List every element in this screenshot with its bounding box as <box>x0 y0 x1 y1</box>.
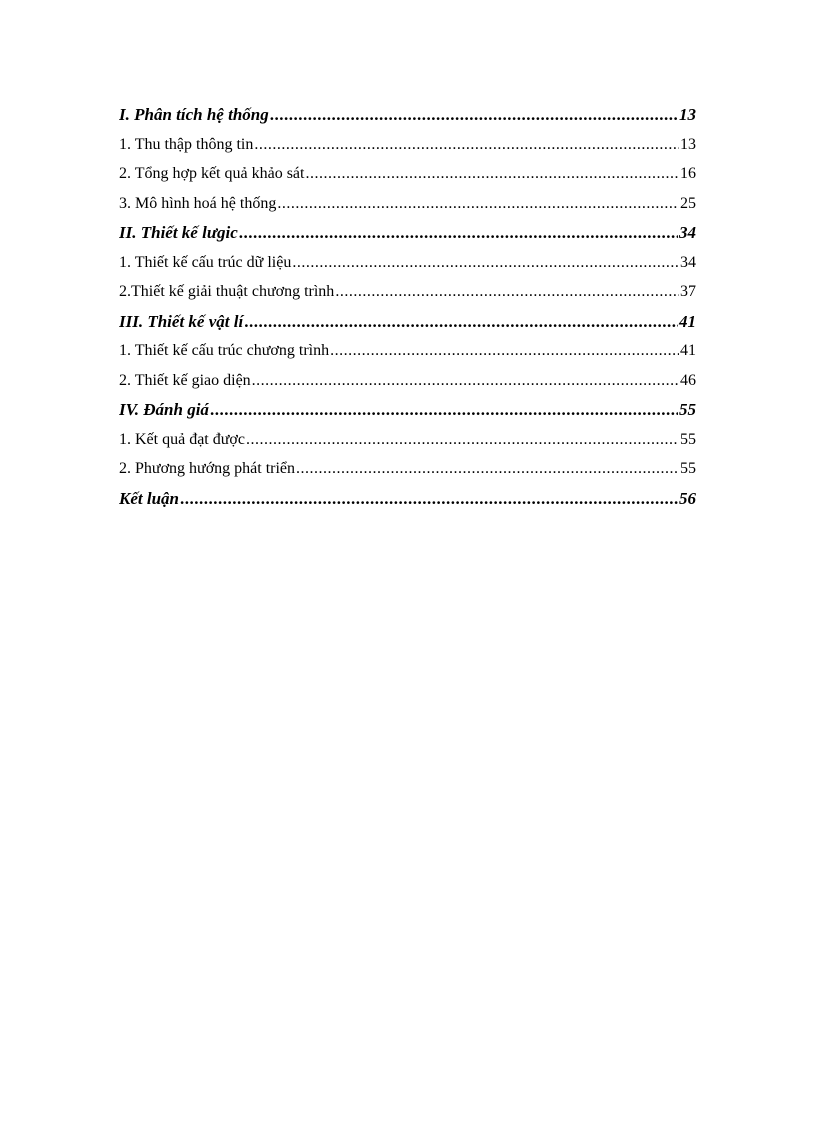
toc-entry <box>119 277 696 307</box>
toc-entry-title: Kết luận <box>119 488 179 508</box>
toc-entry-page: 41 <box>679 311 696 331</box>
toc-entry <box>119 366 696 396</box>
toc-dot-leader <box>277 189 679 219</box>
toc-entry-title: 1. Thiết kế cấu trúc chương trình <box>119 342 330 359</box>
toc-entry-page: 13 <box>680 135 696 153</box>
toc-dot-leader <box>254 130 679 160</box>
toc-entry-title: III. Thiết kế vật lí <box>119 311 244 331</box>
toc-dot-leader <box>252 366 679 396</box>
toc-entry-title: II. Thiết kế lưgic <box>119 223 238 242</box>
toc-entry-title: 2. Phương hướng phát triển <box>119 460 296 477</box>
toc-entry-page: 56 <box>679 488 696 508</box>
toc-entry <box>119 336 696 366</box>
toc-entry-page: 13 <box>679 105 696 124</box>
toc-dot-leader <box>210 395 678 425</box>
toc-entry-page: 55 <box>680 460 696 477</box>
toc-entry <box>119 218 696 248</box>
toc-entry <box>119 159 696 189</box>
toc-dot-leader <box>270 100 678 130</box>
toc-entry <box>119 454 696 484</box>
toc-entry <box>119 395 696 425</box>
toc-dot-leader <box>305 159 679 189</box>
toc-entry <box>119 189 696 219</box>
toc-entry-page: 55 <box>679 400 696 419</box>
toc-dot-leader <box>246 425 679 455</box>
toc-dot-leader <box>292 248 679 278</box>
toc-dot-leader <box>330 336 679 366</box>
toc-dot-leader <box>180 484 678 514</box>
toc-entry-title: IV. Đánh giá <box>119 400 209 419</box>
table-of-contents <box>119 100 696 513</box>
toc-entry <box>119 130 696 160</box>
toc-entry-page: 25 <box>680 194 696 212</box>
toc-dot-leader <box>239 218 678 248</box>
toc-dot-leader <box>335 277 679 307</box>
toc-entry-page: 41 <box>680 342 696 359</box>
toc-entry-page: 16 <box>680 165 696 182</box>
toc-entry <box>119 100 696 130</box>
toc-entry-title: 1. Kết quả đạt được <box>119 430 245 448</box>
toc-entry <box>119 248 696 278</box>
toc-entry-title: I. Phân tích hệ thống <box>119 105 269 124</box>
toc-entry <box>119 307 696 337</box>
toc-entry-title: 3. Mô hình hoá hệ thống <box>119 194 277 212</box>
toc-entry-title: 2. Thiết kế giao diện <box>119 371 251 389</box>
toc-entry-title: 1. Thu thập thông tin <box>119 135 254 153</box>
toc-entry-title: 2. Tổng hợp kết quả khảo sát <box>119 165 305 182</box>
toc-entry-page: 55 <box>680 430 696 448</box>
toc-dot-leader <box>244 307 678 337</box>
toc-entry-title: 1. Thiết kế cấu trúc dữ liệu <box>119 253 292 271</box>
toc-entry <box>119 425 696 455</box>
toc-entry-page: 34 <box>679 223 696 242</box>
toc-entry-page: 34 <box>680 253 696 271</box>
toc-entry-page: 37 <box>680 283 696 300</box>
toc-entry-title: 2.Thiết kế giải thuật chương trình <box>119 283 335 300</box>
toc-entry-page: 46 <box>680 371 696 389</box>
toc-entry <box>119 484 696 514</box>
toc-dot-leader <box>296 454 679 484</box>
